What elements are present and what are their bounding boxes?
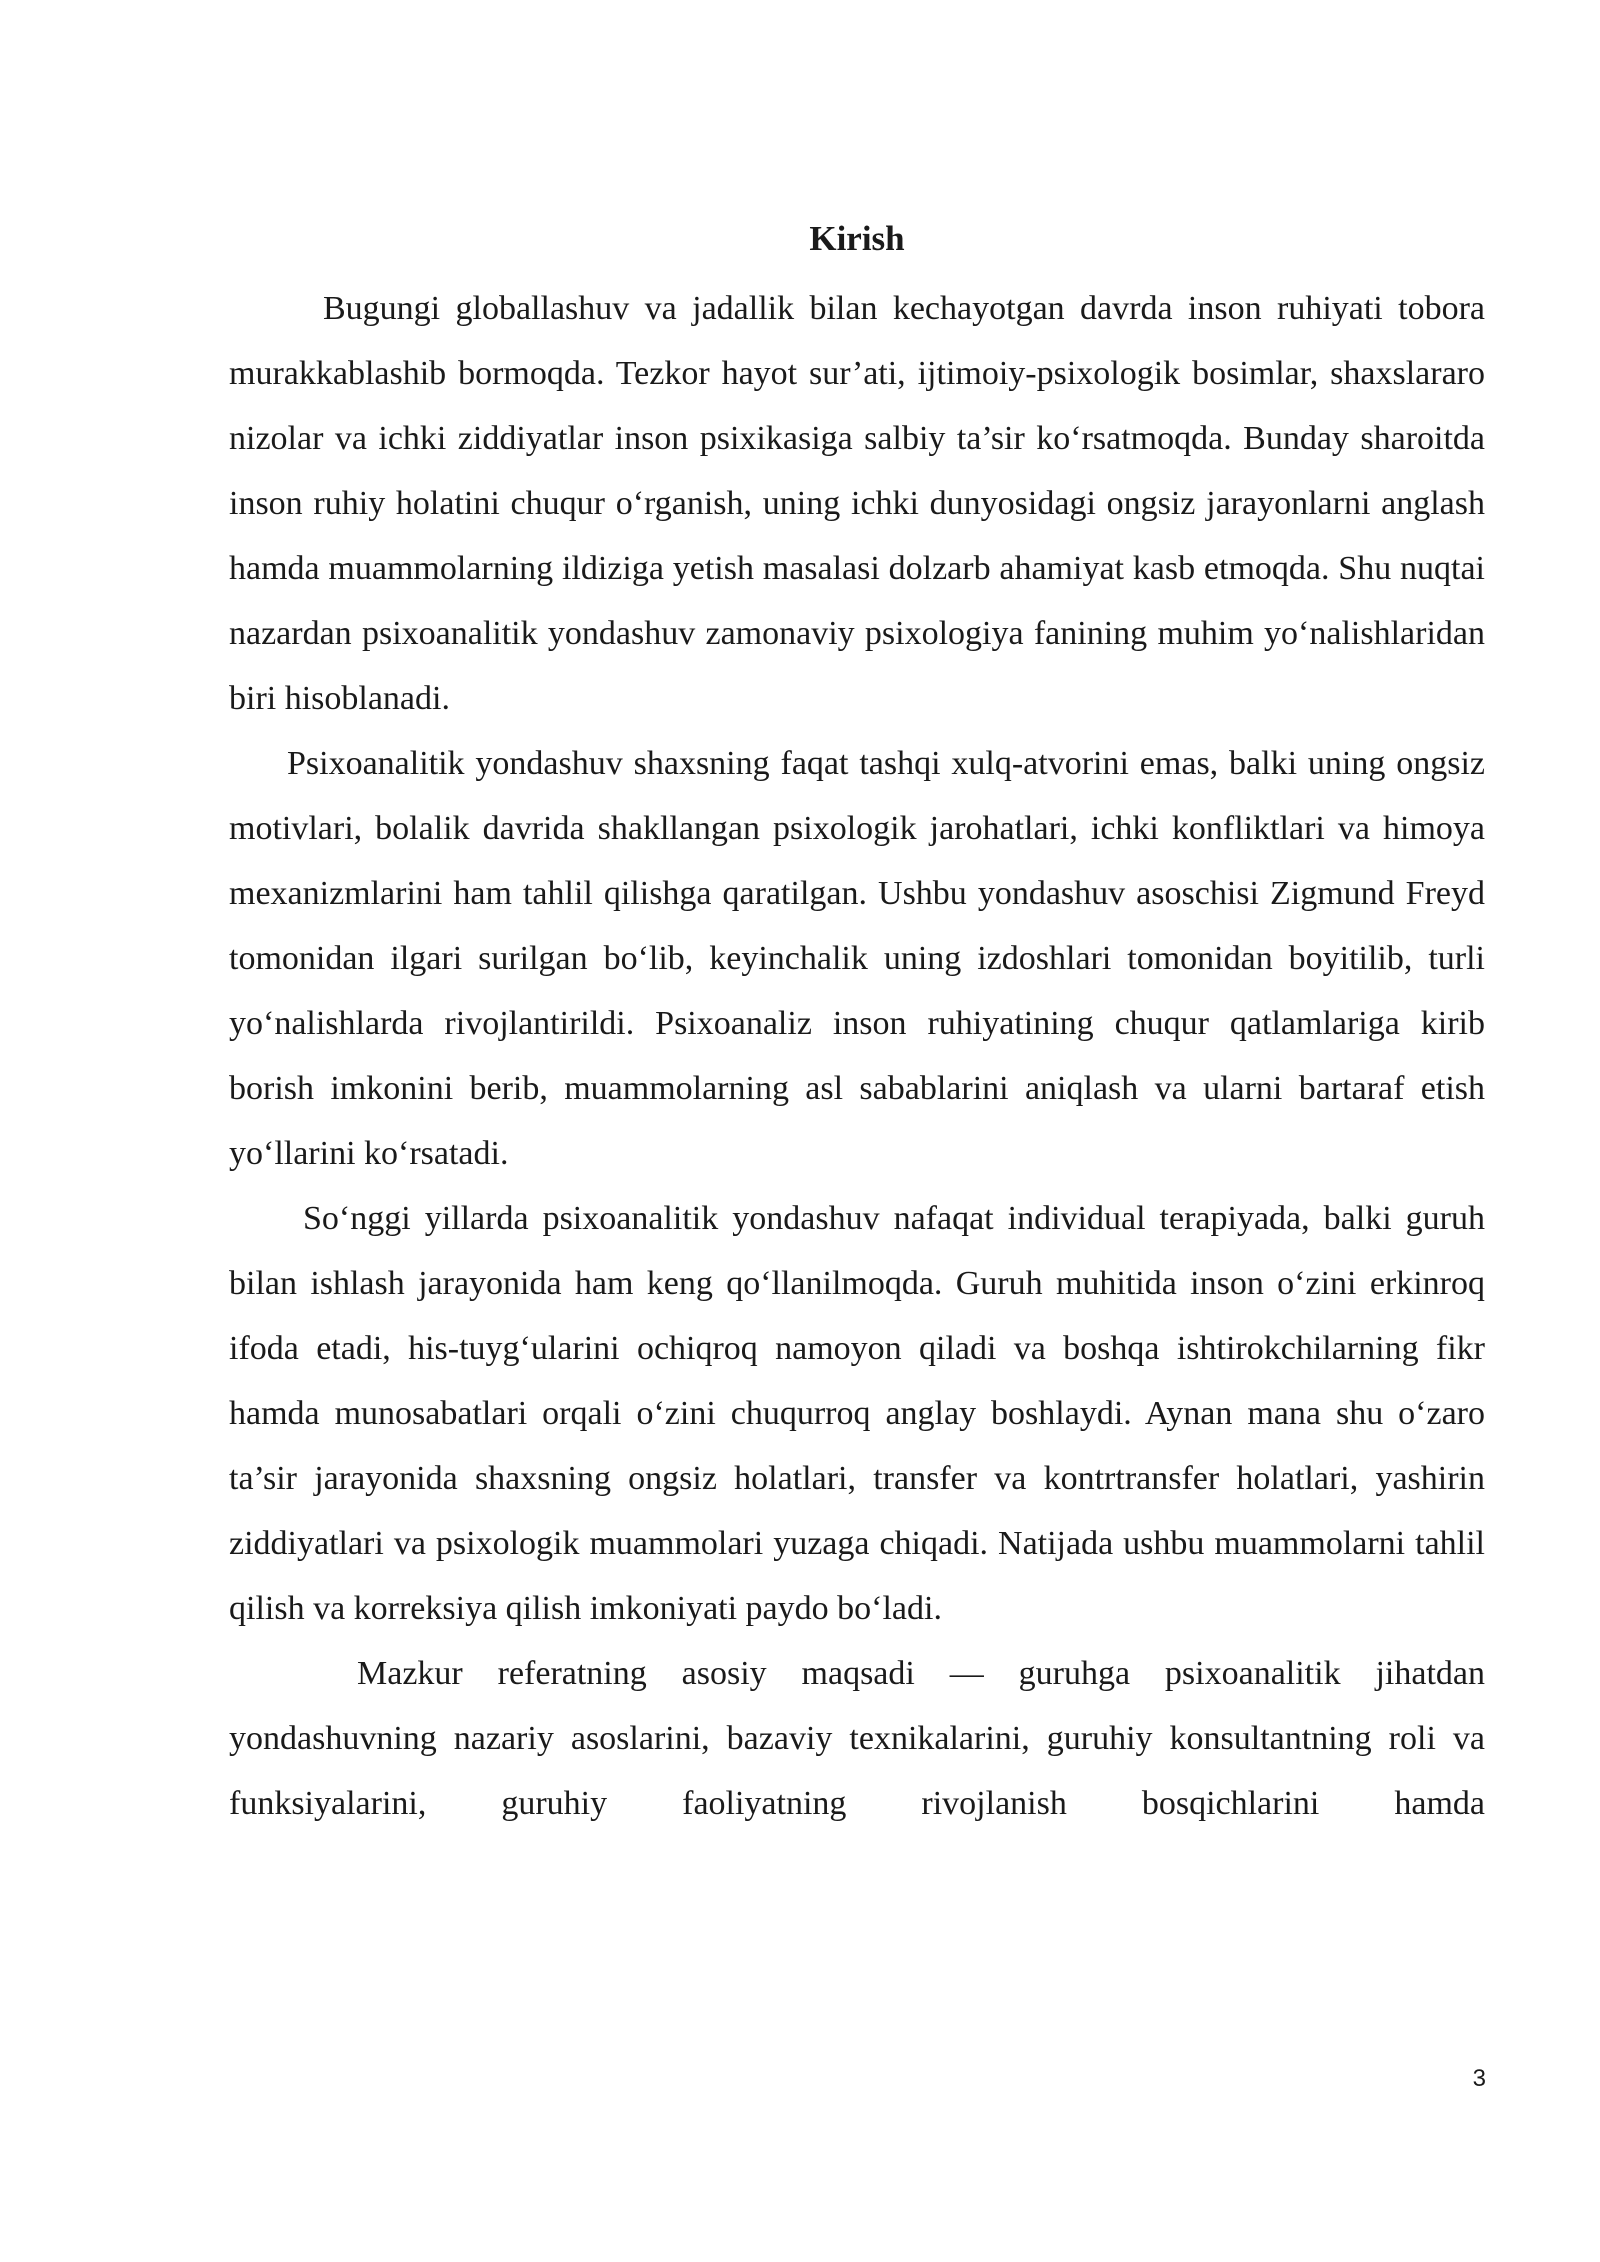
- page-title: Kirish: [809, 219, 905, 258]
- page-number: 3: [1472, 2065, 1486, 2092]
- paragraph-4: Mazkur referatning asosiy maqsadi — guruhga psixoanalitik jihatdan yondashuvning nazariy asoslarini, bazaviy texnikalarini, guruhiy konsultantning roli va funksiyalarini, guruhiy faoliyatning rivojlanish bosqichlarini hamda: [229, 1655, 1485, 1822]
- paragraph-2: Psixoanalitik yondashuv shaxsning faqat tashqi xulq-atvorini emas, balki uning ongsiz motivlari, bolalik davrida shakllangan psixologik jarohatlari, ichki konfliktlari va himoya mexanizmlarini ham tahlil qilishga qaratilgan. Ushbu yondashuv asoschisi Zigmund Freyd tomonidan ilgari surilgan bo‘lib, keyinchalik uning izdoshlari tomonidan boyitilib, turli yo‘nalishlarda rivojlantirildi. Psixoanaliz inson ruhiyatining chuqur qatlamlariga kirib borish imkonini berib, muammolarning asl sabablarini aniqlash va ularni bartaraf etish yo‘llarini ko‘rsatadi.: [229, 745, 1485, 1172]
- paragraph-3: So‘nggi yillarda psixoanalitik yondashuv nafaqat individual terapiyada, balki guruh bilan ishlash jarayonida ham keng qo‘llanilmoqda. Guruh muhitida inson o‘zini erkinroq ifoda etadi, his-tuyg‘ularini ochiqroq namoyon qiladi va boshqa ishtirokchilarning fikr hamda munosabatlari orqali o‘zini chuqurroq anglay boshlaydi. Aynan mana shu o‘zaro ta’sir jarayonida shaxsning ongsiz holatlari, transfer va kontrtransfer holatlari, yashirin ziddiyatlari va psixologik muammolari yuzaga chiqadi. Natijada ushbu muammolarni tahlil qilish va korreksiya qilish imkoniyati paydo bo‘ladi.: [229, 1200, 1485, 1627]
- document-body: [229, 212, 1485, 1836]
- paragraph-1: Bugungi globallashuv va jadallik bilan kechayotgan davrda inson ruhiyati tobora murakkablashib bormoqda. Tezkor hayot sur’ati, ijtimoiy-psixologik bosimlar, shaxslararo nizolar va ichki ziddiyatlar inson psixikasiga salbiy ta’sir ko‘rsatmoqda. Bunday sharoitda inson ruhiy holatini chuqur o‘rganish, uning ichki dunyosidagi ongsiz jarayonlarni anglash hamda muammolarning ildiziga yetish masalasi dolzarb ahamiyat kasb etmoqda. Shu nuqtai nazardan psixoanalitik yondashuv zamonaviy psixologiya fanining muhim yo‘nalishlaridan biri hisoblanadi.: [229, 290, 1485, 717]
